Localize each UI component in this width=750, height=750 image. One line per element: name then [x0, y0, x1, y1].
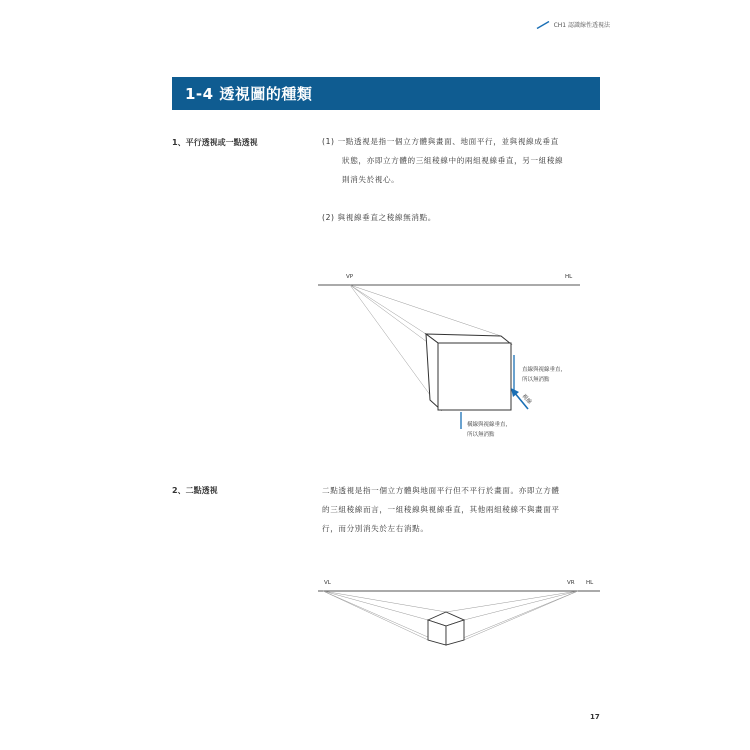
- paragraph-line: 則消失於視心。: [342, 175, 400, 184]
- item1-heading: 1、平行透視或一點透視: [172, 138, 258, 147]
- paragraph-line: (1) 一點透視是指一個立方體與畫面、地面平行，並與視線成垂直: [322, 137, 559, 146]
- paragraph-line: 狀態，亦即立方體的三組稜線中的兩組視線垂直，另一組稜線: [342, 156, 564, 165]
- paragraph-line: 行，而分別消失於左右消點。: [322, 524, 429, 533]
- paragraph-line: (2) 與視線垂直之稜線無消點。: [322, 213, 436, 222]
- vl-label: VL: [324, 580, 331, 586]
- vertical-note-line: 所以無消點: [522, 377, 550, 383]
- cube: [428, 612, 464, 645]
- horizontal-note-line: 所以無消點: [467, 432, 495, 438]
- paragraph-line: 的三組稜線而言，一組稜線與視線垂直，其他兩組稜線不與畫面平: [322, 505, 560, 514]
- horizontal-note-line: 橫線與視線垂直，: [467, 422, 512, 428]
- hl-label: HL: [586, 580, 594, 586]
- hl-label: HL: [565, 274, 573, 280]
- vertical-note-line: 直線與視線垂直，: [522, 367, 567, 373]
- paragraph-line: 二點透視是指一個立方體與地面平行但不平行於畫面。亦即立方體: [322, 486, 560, 495]
- page-number: 17: [590, 713, 600, 721]
- section-title: 1-4 透視圖的種類: [185, 85, 313, 103]
- item2-heading: 2、二點透視: [172, 486, 218, 495]
- vr-label: VR: [567, 580, 575, 586]
- sight-label: 視線: [520, 393, 533, 406]
- vp-label: VP: [346, 274, 354, 280]
- chapter-title: CH1 認識線性透視法: [553, 22, 610, 29]
